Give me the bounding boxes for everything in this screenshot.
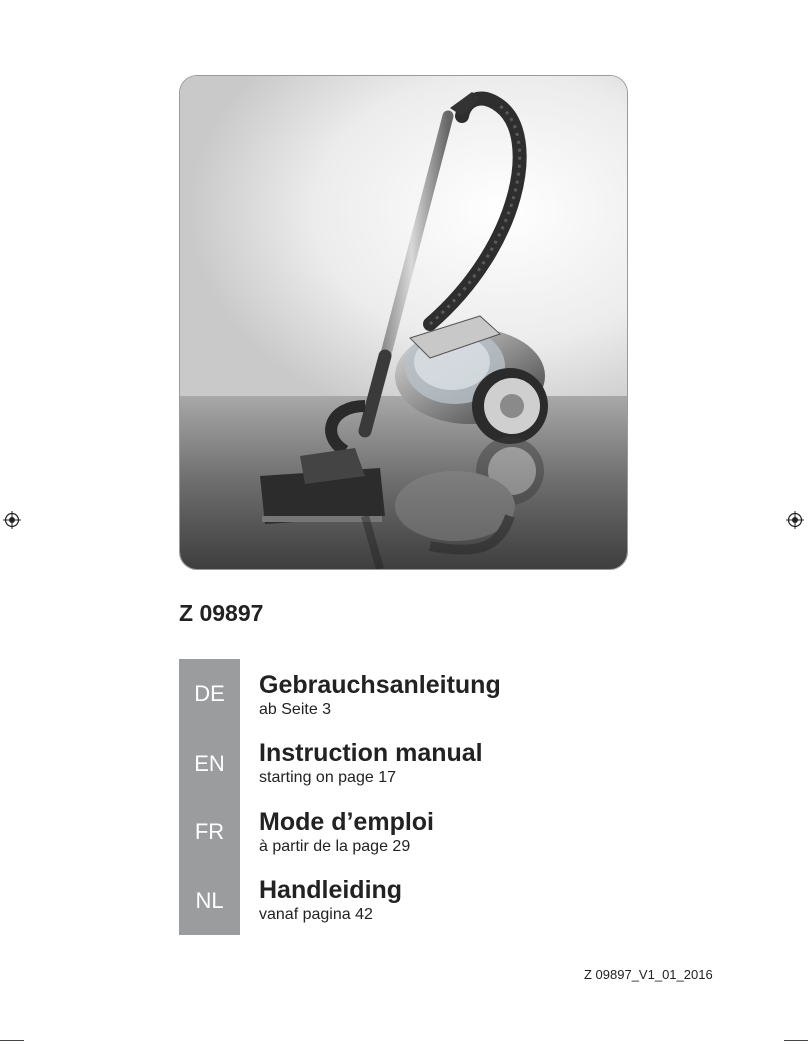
vacuum-cleaner-icon [180,76,627,569]
language-code-nl: NL [195,888,224,913]
language-code-en: EN [194,751,225,776]
registration-mark-icon [3,511,21,529]
document-code: Z 09897_V1_01_2016 [584,967,713,982]
manual-page-ref: starting on page 17 [259,769,396,786]
manual-title: Mode d’emploi [259,808,434,836]
manual-page-ref: ab Seite 3 [259,701,332,718]
manual-page-ref: à partir de la page 29 [259,838,411,855]
language-code-de: DE [194,681,225,706]
manual-entry-de [259,670,501,720]
manual-entry-en [259,738,483,788]
manual-entry-fr [259,807,434,857]
language-bar [179,659,240,935]
registration-mark-icon [786,511,804,529]
model-number: Z 09897 [179,600,264,626]
language-code-fr: FR [194,819,225,844]
manual-title: Gebrauchsanleitung [259,671,501,699]
manual-title: Handleiding [259,876,403,904]
product-photo [179,75,628,570]
crop-mark [0,1040,24,1041]
manual-page-ref: vanaf pagina 42 [259,906,373,923]
manual-entry-nl [259,875,402,925]
crop-mark [784,1040,808,1041]
manual-title: Instruction manual [259,739,483,767]
